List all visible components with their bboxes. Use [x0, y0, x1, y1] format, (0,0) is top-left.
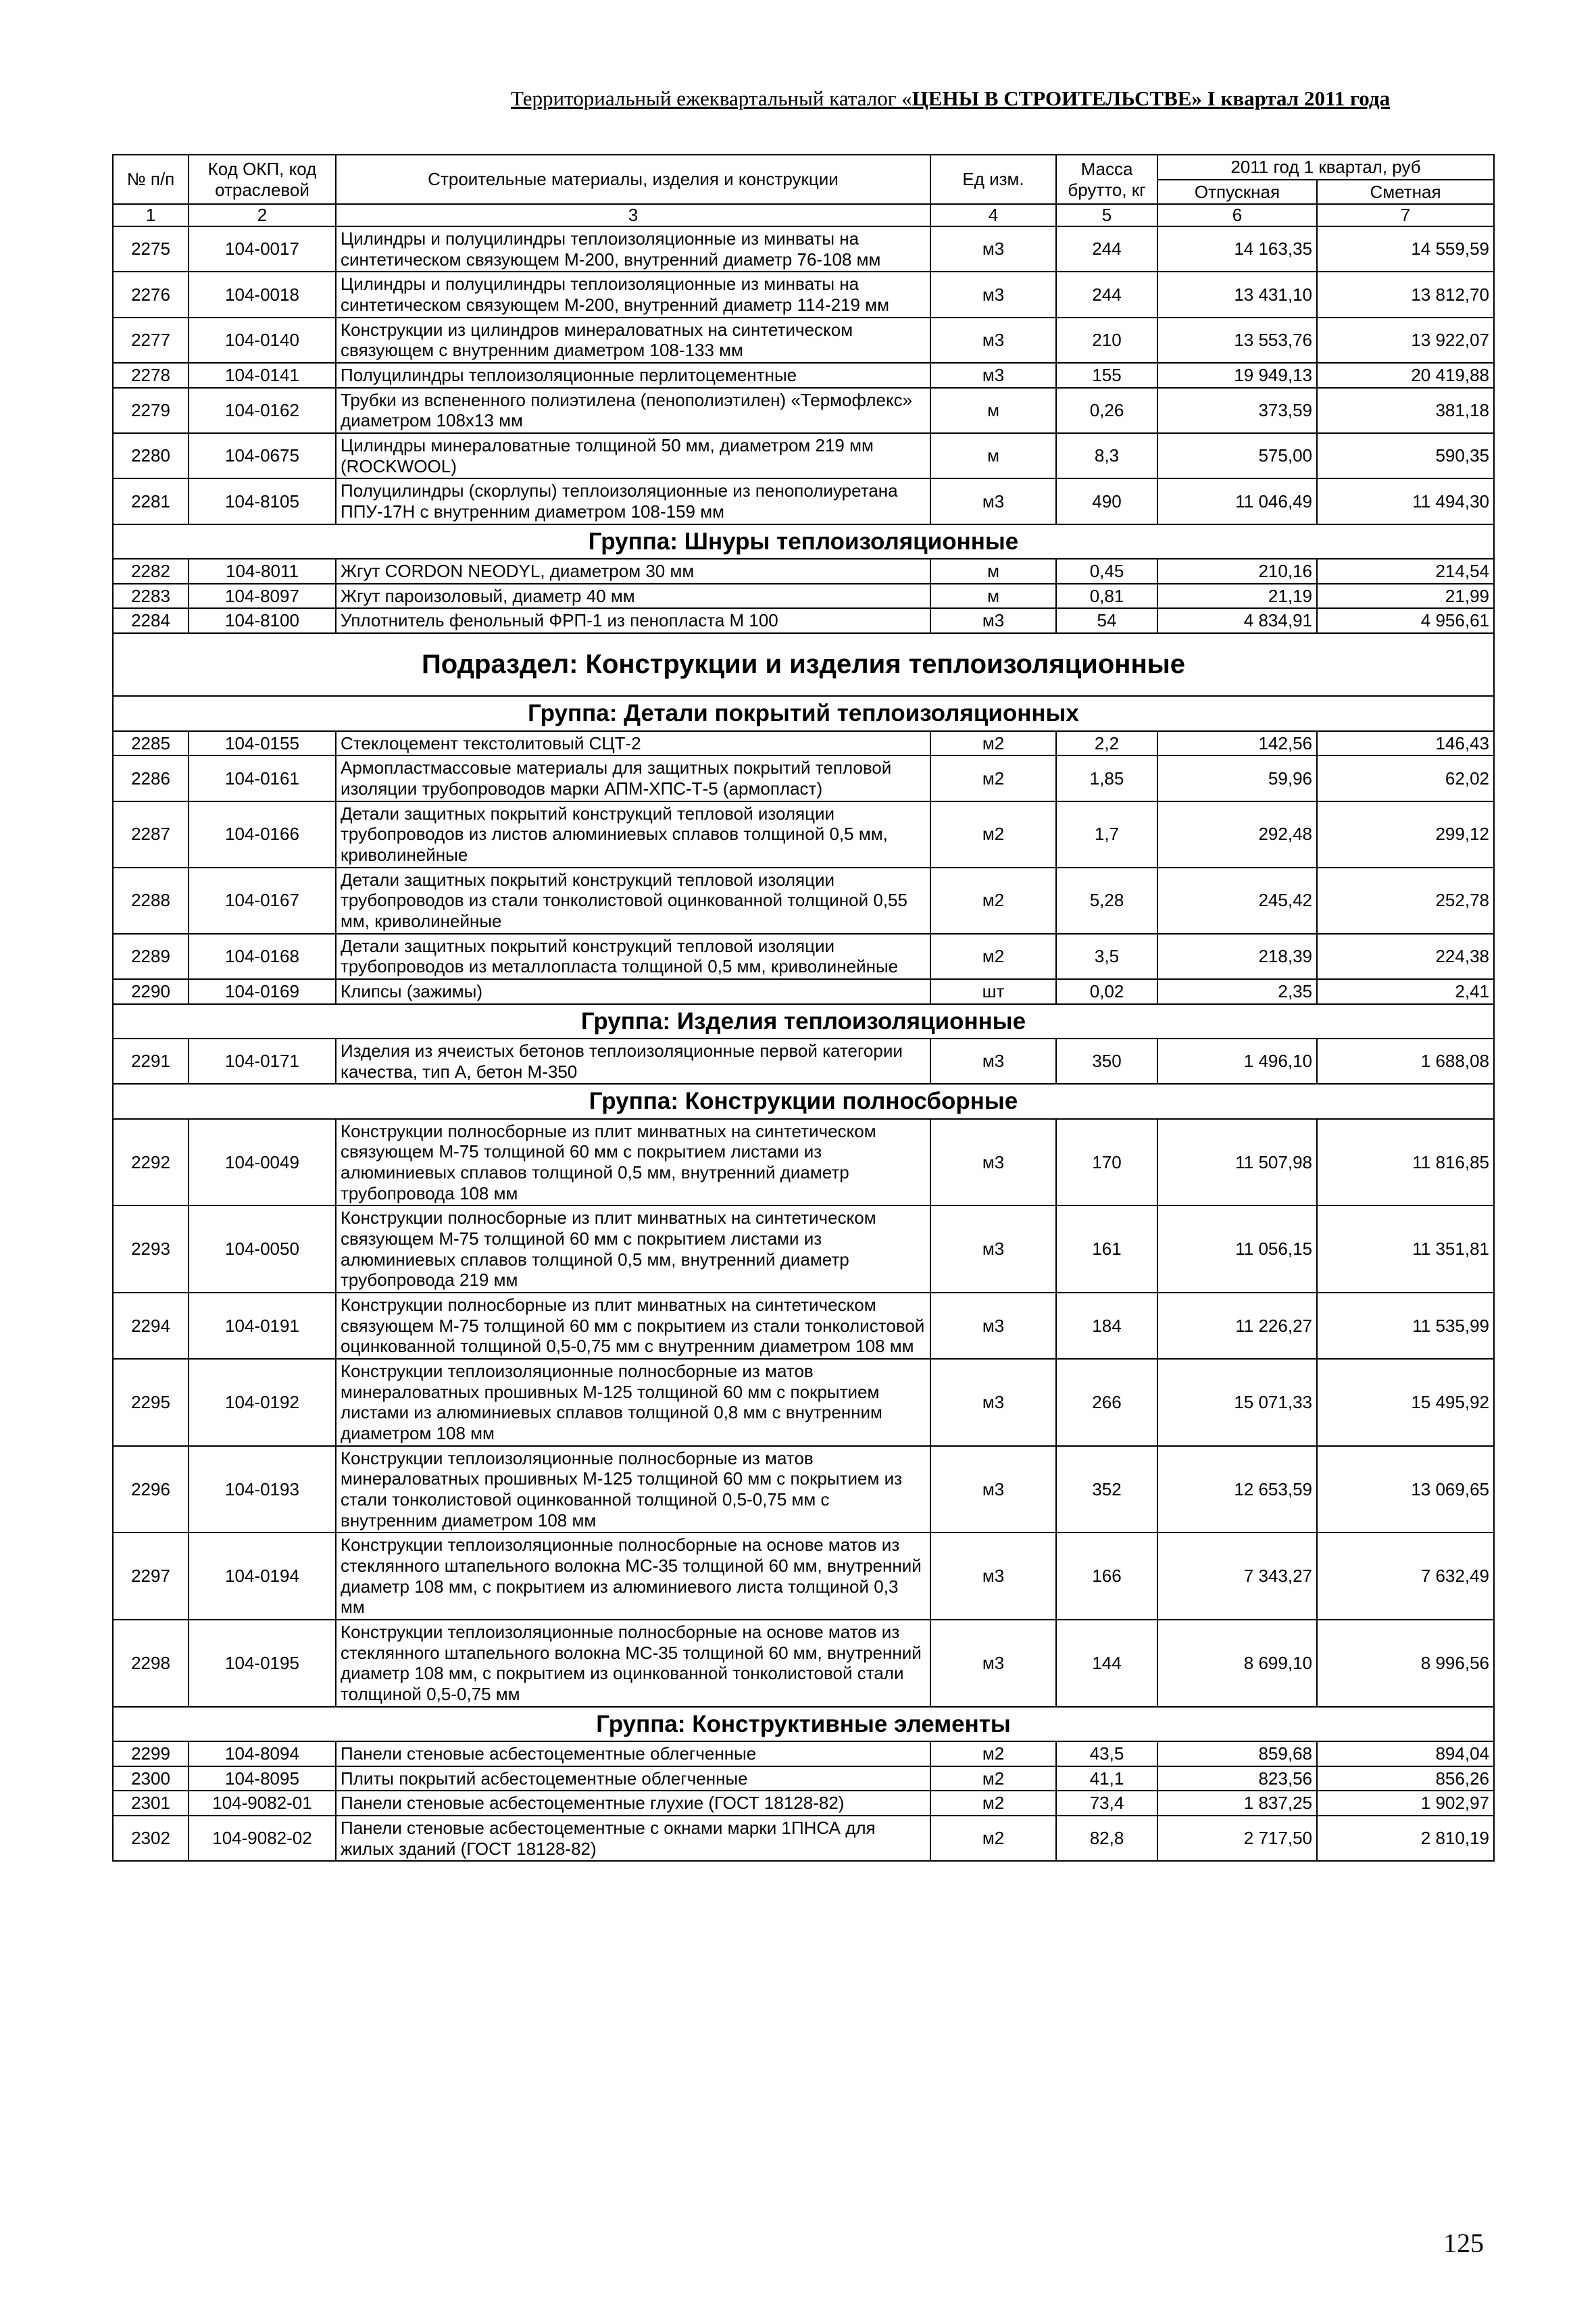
- release-price-cell: 210,16: [1157, 559, 1317, 584]
- name-cell: Полуцилиндры теплоизоляционные перлитоцементные: [336, 363, 930, 388]
- row-number-cell: 2284: [113, 608, 189, 633]
- estimate-price-cell: 20 419,88: [1317, 363, 1494, 388]
- name-cell: Плиты покрытий асбестоцементные облегченные: [336, 1766, 930, 1791]
- name-cell: Детали защитных покрытий конструкций тепловой изоляции трубопроводов из стали тонколистовой оцинкованной толщиной 0,55 мм, криволинейные: [336, 868, 930, 934]
- mass-cell: 43,5: [1056, 1741, 1157, 1766]
- mass-cell: 184: [1056, 1293, 1157, 1359]
- release-price-cell: 1 496,10: [1157, 1039, 1317, 1084]
- unit-cell: м: [930, 559, 1056, 584]
- index-cell: 6: [1157, 204, 1317, 226]
- unit-cell: м3: [930, 1293, 1056, 1359]
- group-row: [113, 696, 1494, 730]
- release-price-cell: 14 163,35: [1157, 226, 1317, 272]
- table-row: [113, 731, 1494, 756]
- estimate-price-cell: 14 559,59: [1317, 226, 1494, 272]
- mass-cell: 8,3: [1056, 433, 1157, 478]
- group-row: [113, 524, 1494, 559]
- mass-cell: 166: [1056, 1533, 1157, 1620]
- table-row: [113, 1119, 1494, 1206]
- index-cell: 2: [189, 204, 336, 226]
- name-cell: Детали защитных покрытий конструкций тепловой изоляции трубопроводов из листов алюминиевых сплавов толщиной 0,5 мм, криволинейные: [336, 801, 930, 868]
- code-cell: 104-0194: [189, 1533, 336, 1620]
- unit-cell: м2: [930, 1791, 1056, 1816]
- mass-cell: 1,7: [1056, 801, 1157, 868]
- mass-cell: 0,45: [1056, 559, 1157, 584]
- code-cell: 104-0168: [189, 934, 336, 979]
- estimate-price-cell: 2 810,19: [1317, 1816, 1494, 1861]
- estimate-price-cell: 11 535,99: [1317, 1293, 1494, 1359]
- estimate-price-cell: 381,18: [1317, 388, 1494, 433]
- unit-cell: м3: [930, 1533, 1056, 1620]
- estimate-price-cell: 894,04: [1317, 1741, 1494, 1766]
- unit-cell: м3: [930, 363, 1056, 388]
- unit-cell: м2: [930, 1766, 1056, 1791]
- release-price-cell: 13 431,10: [1157, 272, 1317, 317]
- row-number-cell: 2283: [113, 584, 189, 609]
- unit-cell: м2: [930, 1816, 1056, 1861]
- mass-cell: 244: [1056, 226, 1157, 272]
- catalog-header: [511, 86, 1477, 111]
- code-cell: 104-0140: [189, 318, 336, 363]
- release-price-cell: 4 834,91: [1157, 608, 1317, 633]
- unit-cell: м: [930, 584, 1056, 609]
- table-row: [113, 478, 1494, 524]
- mass-cell: 3,5: [1056, 934, 1157, 979]
- code-cell: 104-0141: [189, 363, 336, 388]
- index-cell: 7: [1317, 204, 1494, 226]
- unit-cell: м2: [930, 868, 1056, 934]
- row-number-cell: 2276: [113, 272, 189, 317]
- table-row: [113, 226, 1494, 272]
- name-cell: Конструкции теплоизоляционные полносборные на основе матов из стеклянного штапельного волокна МС-35 толщиной 60 мм, внутренний диаметр 108 мм, с покрытием из оцинкованной тонколистовой стали толщиной 0,5-0,75 мм: [336, 1620, 930, 1707]
- table-row: [113, 559, 1494, 584]
- estimate-price-cell: 1 902,97: [1317, 1791, 1494, 1816]
- price-table: [112, 154, 1495, 1862]
- row-number-cell: 2288: [113, 868, 189, 934]
- code-cell: 104-0171: [189, 1039, 336, 1084]
- unit-cell: м2: [930, 755, 1056, 801]
- unit-cell: м3: [930, 226, 1056, 272]
- name-cell: Цилиндры и полуцилиндры теплоизоляционные из минваты на синтетическом связующем М-200, внутренний диаметр 76-108 мм: [336, 226, 930, 272]
- estimate-price-cell: 299,12: [1317, 801, 1494, 868]
- table-row: [113, 1205, 1494, 1293]
- name-cell: Конструкции теплоизоляционные полносборные из матов минераловатных прошивных М-125 толщиной 60 мм с покрытием листами из алюминиевых сплавов толщиной 0,8 мм с внутренним диаметром 108 мм: [336, 1359, 930, 1446]
- mass-cell: 0,02: [1056, 979, 1157, 1004]
- code-cell: 104-8011: [189, 559, 336, 584]
- name-cell: Цилиндры минераловатные толщиной 50 мм, диаметром 219 мм (ROCKWOOL): [336, 433, 930, 478]
- unit-cell: м2: [930, 934, 1056, 979]
- mass-cell: 41,1: [1056, 1766, 1157, 1791]
- name-cell: Конструкции теплоизоляционные полносборные из матов минераловатных прошивных М-125 толщиной 60 мм с покрытием из стали тонколистовой оцинкованной толщиной 0,5-0,75 мм с внутренним диаметром 108 мм: [336, 1446, 930, 1533]
- row-number-cell: 2291: [113, 1039, 189, 1084]
- table-row: [113, 1293, 1494, 1359]
- col-name-header: Строительные материалы, изделия и конструкции: [336, 155, 930, 204]
- code-cell: 104-8100: [189, 608, 336, 633]
- section-title: Подраздел: Конструкции и изделия теплоизоляционные: [113, 633, 1494, 696]
- unit-cell: м3: [930, 1119, 1056, 1206]
- release-price-cell: 59,96: [1157, 755, 1317, 801]
- code-cell: 104-9082-01: [189, 1791, 336, 1816]
- name-cell: Изделия из ячеистых бетонов теплоизоляционные первой категории качества, тип А, бетон М-350: [336, 1039, 930, 1084]
- row-number-cell: 2299: [113, 1741, 189, 1766]
- estimate-price-cell: 214,54: [1317, 559, 1494, 584]
- mass-cell: 0,81: [1056, 584, 1157, 609]
- index-cell: 4: [930, 204, 1056, 226]
- table-row: [113, 272, 1494, 317]
- mass-cell: 266: [1056, 1359, 1157, 1446]
- unit-cell: м3: [930, 272, 1056, 317]
- unit-cell: м3: [930, 1039, 1056, 1084]
- release-price-cell: 7 343,27: [1157, 1533, 1317, 1620]
- row-number-cell: 2278: [113, 363, 189, 388]
- estimate-price-cell: 590,35: [1317, 433, 1494, 478]
- row-number-cell: 2277: [113, 318, 189, 363]
- name-cell: Жгут пароизоловый, диаметр 40 мм: [336, 584, 930, 609]
- mass-cell: 244: [1056, 272, 1157, 317]
- mass-cell: 82,8: [1056, 1816, 1157, 1861]
- estimate-price-cell: 224,38: [1317, 934, 1494, 979]
- mass-cell: 2,2: [1056, 731, 1157, 756]
- estimate-price-cell: 2,41: [1317, 979, 1494, 1004]
- col-num-header: № п/п: [113, 155, 189, 204]
- mass-cell: 5,28: [1056, 868, 1157, 934]
- code-cell: 104-0018: [189, 272, 336, 317]
- row-number-cell: 2282: [113, 559, 189, 584]
- table-row: [113, 1741, 1494, 1766]
- release-price-cell: 245,42: [1157, 868, 1317, 934]
- table-row: [113, 584, 1494, 609]
- mass-cell: 1,85: [1056, 755, 1157, 801]
- release-price-cell: 292,48: [1157, 801, 1317, 868]
- release-price-cell: 13 553,76: [1157, 318, 1317, 363]
- mass-cell: 54: [1056, 608, 1157, 633]
- estimate-price-cell: 62,02: [1317, 755, 1494, 801]
- index-cell: 5: [1056, 204, 1157, 226]
- estimate-price-cell: 146,43: [1317, 731, 1494, 756]
- row-number-cell: 2279: [113, 388, 189, 433]
- row-number-cell: 2275: [113, 226, 189, 272]
- table-header: [113, 155, 1494, 226]
- code-cell: 104-0167: [189, 868, 336, 934]
- code-cell: 104-0193: [189, 1446, 336, 1533]
- col-mass-header: Масса брутто, кг: [1056, 155, 1157, 204]
- name-cell: Жгут CORDON NEODYL, диаметром 30 мм: [336, 559, 930, 584]
- table-row: [113, 934, 1494, 979]
- unit-cell: м3: [930, 1359, 1056, 1446]
- estimate-price-cell: 8 996,56: [1317, 1620, 1494, 1707]
- mass-cell: 144: [1056, 1620, 1157, 1707]
- estimate-price-cell: 13 069,65: [1317, 1446, 1494, 1533]
- unit-cell: м2: [930, 801, 1056, 868]
- code-cell: 104-0049: [189, 1119, 336, 1206]
- estimate-price-cell: 856,26: [1317, 1766, 1494, 1791]
- estimate-price-cell: 11 494,30: [1317, 478, 1494, 524]
- row-number-cell: 2293: [113, 1205, 189, 1293]
- code-cell: 104-8095: [189, 1766, 336, 1791]
- unit-cell: м: [930, 433, 1056, 478]
- price-table-wrapper: [112, 154, 1493, 1862]
- mass-cell: 73,4: [1056, 1791, 1157, 1816]
- release-price-cell: 8 699,10: [1157, 1620, 1317, 1707]
- col-release-header: Отпускная: [1157, 180, 1317, 205]
- release-price-cell: 575,00: [1157, 433, 1317, 478]
- name-cell: Конструкции полносборные из плит минватных на синтетическом связующем М-75 толщиной 60 мм с покрытием листами из алюминиевых сплавов толщиной 0,5 мм, внутренний диаметр трубопровода 108 мм: [336, 1119, 930, 1206]
- release-price-cell: 11 056,15: [1157, 1205, 1317, 1293]
- estimate-price-cell: 11 351,81: [1317, 1205, 1494, 1293]
- name-cell: Панели стеновые асбестоцементные глухие (ГОСТ 18128-82): [336, 1791, 930, 1816]
- estimate-price-cell: 1 688,08: [1317, 1039, 1494, 1084]
- header-title: ЦЕНЫ В СТРОИТЕЛЬСТВЕ»: [912, 86, 1202, 110]
- code-cell: 104-0192: [189, 1359, 336, 1446]
- row-number-cell: 2287: [113, 801, 189, 868]
- release-price-cell: 823,56: [1157, 1766, 1317, 1791]
- estimate-price-cell: 4 956,61: [1317, 608, 1494, 633]
- release-price-cell: 1 837,25: [1157, 1791, 1317, 1816]
- unit-cell: м3: [930, 1620, 1056, 1707]
- name-cell: Армопластмассовые материалы для защитных покрытий тепловой изоляции трубопроводов марки АПМ-ХПС-Т-5 (армопласт): [336, 755, 930, 801]
- table-row: [113, 1766, 1494, 1791]
- row-number-cell: 2292: [113, 1119, 189, 1206]
- page-number: 125: [1443, 2228, 1484, 2258]
- release-price-cell: 859,68: [1157, 1741, 1317, 1766]
- row-number-cell: 2297: [113, 1533, 189, 1620]
- unit-cell: м3: [930, 1446, 1056, 1533]
- index-cell: 1: [113, 204, 189, 226]
- row-number-cell: 2301: [113, 1791, 189, 1816]
- name-cell: Конструкции теплоизоляционные полносборные на основе матов из стеклянного штапельного волокна МС-35 толщиной 60 мм, внутренний диаметр 108 мм, с покрытием из алюминиевого листа толщиной 0,3 мм: [336, 1533, 930, 1620]
- row-number-cell: 2290: [113, 979, 189, 1004]
- name-cell: Уплотнитель фенольный ФРП-1 из пенопласта М 100: [336, 608, 930, 633]
- estimate-price-cell: 15 495,92: [1317, 1359, 1494, 1446]
- code-cell: 104-0162: [189, 388, 336, 433]
- row-number-cell: 2295: [113, 1359, 189, 1446]
- group-title: Группа: Конструктивные элементы: [113, 1707, 1494, 1741]
- row-number-cell: 2294: [113, 1293, 189, 1359]
- table-row: [113, 318, 1494, 363]
- header-period: I квартал 2011 года: [1201, 86, 1391, 110]
- estimate-price-cell: 7 632,49: [1317, 1533, 1494, 1620]
- code-cell: 104-0161: [189, 755, 336, 801]
- unit-cell: м: [930, 388, 1056, 433]
- release-price-cell: 142,56: [1157, 731, 1317, 756]
- code-cell: 104-9082-02: [189, 1816, 336, 1861]
- name-cell: Трубки из вспененного полиэтилена (пенополиэтилен) «Термофлекс» диаметром 108х13 мм: [336, 388, 930, 433]
- col-unit-header: Ед изм.: [930, 155, 1056, 204]
- name-cell: Конструкции из цилиндров минераловатных на синтетическом связующем с внутренним диаметром 108-133 мм: [336, 318, 930, 363]
- release-price-cell: 12 653,59: [1157, 1446, 1317, 1533]
- group-title: Группа: Конструкции полносборные: [113, 1084, 1494, 1118]
- col-code-header: Код ОКП, код отраслевой: [189, 155, 336, 204]
- name-cell: Конструкции полносборные из плит минватных на синтетическом связующем М-75 толщиной 60 мм с покрытием из стали тонколистовой оцинкованной толщиной 0,5-0,75 мм с внутренним диаметром 108 мм: [336, 1293, 930, 1359]
- table-row: [113, 1359, 1494, 1446]
- table-row: [113, 388, 1494, 433]
- release-price-cell: 19 949,13: [1157, 363, 1317, 388]
- name-cell: Конструкции полносборные из плит минватных на синтетическом связующем М-75 толщиной 60 мм с покрытием листами из алюминиевых сплавов толщиной 0,5 мм, внутренний диаметр трубопровода 219 мм: [336, 1205, 930, 1293]
- estimate-price-cell: 13 812,70: [1317, 272, 1494, 317]
- release-price-cell: 21,19: [1157, 584, 1317, 609]
- row-number-cell: 2281: [113, 478, 189, 524]
- name-cell: Панели стеновые асбестоцементные облегченные: [336, 1741, 930, 1766]
- table-row: [113, 433, 1494, 478]
- name-cell: Детали защитных покрытий конструкций тепловой изоляции трубопроводов из металлопласта толщиной 0,5 мм, криволинейные: [336, 934, 930, 979]
- table-row: [113, 1791, 1494, 1816]
- release-price-cell: 2 717,50: [1157, 1816, 1317, 1861]
- code-cell: 104-0675: [189, 433, 336, 478]
- group-title: Группа: Изделия теплоизоляционные: [113, 1004, 1494, 1039]
- release-price-cell: 373,59: [1157, 388, 1317, 433]
- table-row: [113, 1816, 1494, 1861]
- unit-cell: м3: [930, 608, 1056, 633]
- code-cell: 104-0050: [189, 1205, 336, 1293]
- mass-cell: 155: [1056, 363, 1157, 388]
- estimate-price-cell: 13 922,07: [1317, 318, 1494, 363]
- mass-cell: 210: [1056, 318, 1157, 363]
- row-number-cell: 2298: [113, 1620, 189, 1707]
- name-cell: Цилиндры и полуцилиндры теплоизоляционные из минваты на синтетическом связующем М-200, внутренний диаметр 114-219 мм: [336, 272, 930, 317]
- mass-cell: 490: [1056, 478, 1157, 524]
- header-prefix: Территориальный ежеквартальный каталог «: [511, 86, 912, 110]
- table-row: [113, 868, 1494, 934]
- mass-cell: 350: [1056, 1039, 1157, 1084]
- code-cell: 104-8105: [189, 478, 336, 524]
- row-number-cell: 2289: [113, 934, 189, 979]
- group-row: [113, 1004, 1494, 1039]
- code-cell: 104-0191: [189, 1293, 336, 1359]
- unit-cell: м2: [930, 1741, 1056, 1766]
- group-row: [113, 1707, 1494, 1741]
- release-price-cell: 218,39: [1157, 934, 1317, 979]
- group-title: Группа: Шнуры теплоизоляционные: [113, 524, 1494, 559]
- row-number-cell: 2286: [113, 755, 189, 801]
- col-estimate-header: Сметная: [1317, 180, 1494, 205]
- table-row: [113, 363, 1494, 388]
- code-cell: 104-0155: [189, 731, 336, 756]
- code-cell: 104-0017: [189, 226, 336, 272]
- estimate-price-cell: 252,78: [1317, 868, 1494, 934]
- unit-cell: м3: [930, 1205, 1056, 1293]
- table-row: [113, 755, 1494, 801]
- table-row: [113, 1446, 1494, 1533]
- estimate-price-cell: 21,99: [1317, 584, 1494, 609]
- code-cell: 104-0169: [189, 979, 336, 1004]
- group-row: [113, 1084, 1494, 1118]
- group-title: Группа: Детали покрытий теплоизоляционных: [113, 696, 1494, 730]
- table-body: [113, 226, 1494, 1861]
- mass-cell: 0,26: [1056, 388, 1157, 433]
- column-index-row: [113, 204, 1494, 226]
- release-price-cell: 11 507,98: [1157, 1119, 1317, 1206]
- name-cell: Полуцилиндры (скорлупы) теплоизоляционные из пенополиуретана ППУ-17Н с внутренним диаметром 108-159 мм: [336, 478, 930, 524]
- estimate-price-cell: 11 816,85: [1317, 1119, 1494, 1206]
- table-row: [113, 1620, 1494, 1707]
- release-price-cell: 2,35: [1157, 979, 1317, 1004]
- table-row: [113, 801, 1494, 868]
- col-price-group-header: 2011 год 1 квартал, руб: [1157, 155, 1494, 180]
- unit-cell: м2: [930, 731, 1056, 756]
- index-cell: 3: [336, 204, 930, 226]
- release-price-cell: 11 046,49: [1157, 478, 1317, 524]
- table-row: [113, 1039, 1494, 1084]
- table-row: [113, 1533, 1494, 1620]
- code-cell: 104-8097: [189, 584, 336, 609]
- name-cell: Стеклоцемент текстолитовый СЦТ-2: [336, 731, 930, 756]
- table-row: [113, 979, 1494, 1004]
- mass-cell: 170: [1056, 1119, 1157, 1206]
- section-row: [113, 633, 1494, 696]
- row-number-cell: 2302: [113, 1816, 189, 1861]
- unit-cell: м3: [930, 318, 1056, 363]
- row-number-cell: 2280: [113, 433, 189, 478]
- row-number-cell: 2296: [113, 1446, 189, 1533]
- code-cell: 104-0195: [189, 1620, 336, 1707]
- mass-cell: 352: [1056, 1446, 1157, 1533]
- mass-cell: 161: [1056, 1205, 1157, 1293]
- unit-cell: м3: [930, 478, 1056, 524]
- row-number-cell: 2285: [113, 731, 189, 756]
- table-row: [113, 608, 1494, 633]
- name-cell: Клипсы (зажимы): [336, 979, 930, 1004]
- release-price-cell: 11 226,27: [1157, 1293, 1317, 1359]
- unit-cell: шт: [930, 979, 1056, 1004]
- code-cell: 104-0166: [189, 801, 336, 868]
- row-number-cell: 2300: [113, 1766, 189, 1791]
- code-cell: 104-8094: [189, 1741, 336, 1766]
- name-cell: Панели стеновые асбестоцементные с окнами марки 1ПНСА для жилых зданий (ГОСТ 18128-82): [336, 1816, 930, 1861]
- release-price-cell: 15 071,33: [1157, 1359, 1317, 1446]
